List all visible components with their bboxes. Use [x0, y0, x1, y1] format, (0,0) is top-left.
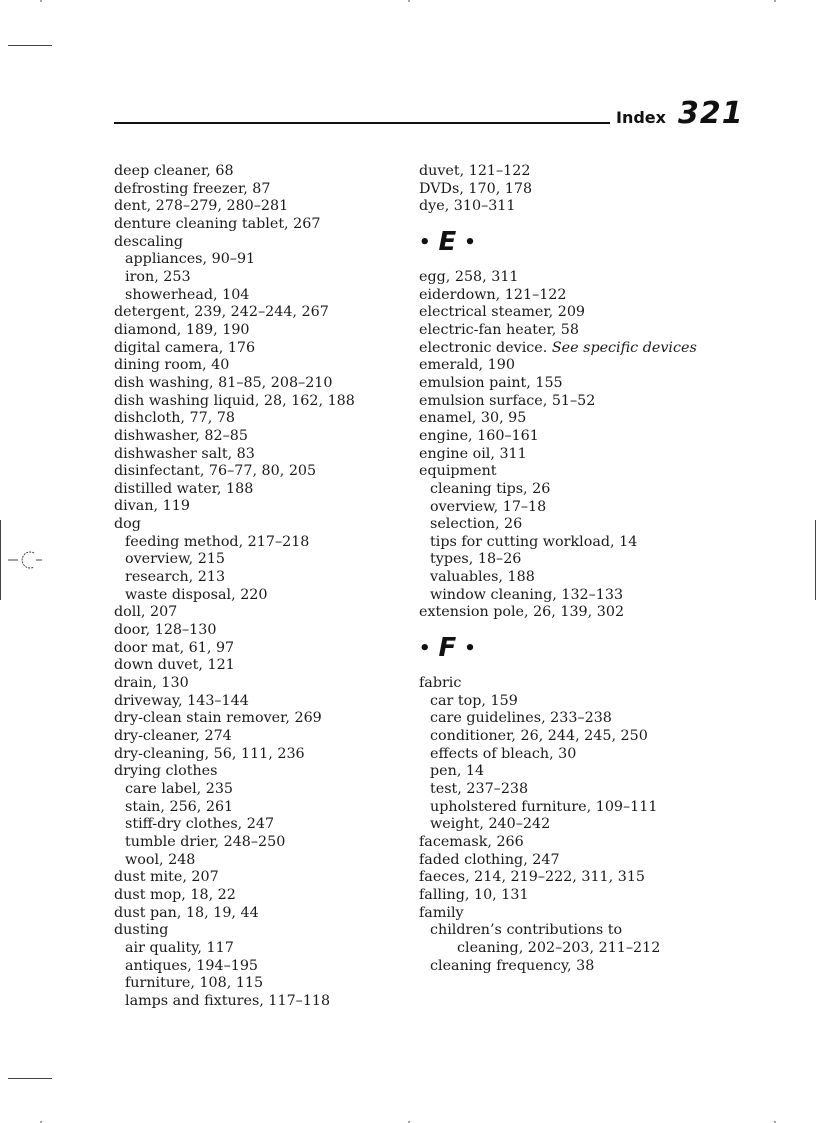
index-entry: equipment [419, 463, 497, 480]
index-entry: dining room, 40 [114, 357, 230, 374]
index-entry: dishwasher salt, 83 [114, 445, 255, 462]
index-subentry: effects of bleach, 30 [430, 745, 577, 762]
index-subentry: selection, 26 [430, 516, 523, 533]
xref-term: electronic device. [419, 339, 548, 356]
index-subentry: showerhead, 104 [125, 286, 250, 303]
index-entry: egg, 258, 311 [419, 268, 519, 285]
letter-heading-letter: F [438, 632, 457, 663]
index-subentry: appliances, 90–91 [125, 251, 256, 268]
trim-dot [408, 0, 410, 2]
index-entry: dye, 310–311 [419, 198, 516, 215]
index-subentry: stiff-dry clothes, 247 [125, 816, 275, 833]
index-entry: DVDs, 170, 178 [419, 180, 533, 197]
index-subentry: window cleaning, 132–133 [430, 586, 624, 603]
index-subentry: weight, 240–242 [430, 816, 551, 833]
trim-dot [774, 0, 776, 2]
bullet-icon: • [464, 231, 476, 253]
index-entry: doll, 207 [114, 604, 178, 621]
index-subentry: overview, 17–18 [430, 498, 547, 515]
index-column-right [419, 163, 697, 975]
crop-mark-top-left [8, 45, 52, 46]
index-entry: disinfectant, 76–77, 80, 205 [114, 463, 317, 480]
index-entry: dishcloth, 77, 78 [114, 410, 235, 427]
index-subentry: research, 213 [125, 569, 226, 586]
index-entry: drying clothes [114, 763, 218, 780]
index-subentry: cleaning frequency, 38 [430, 957, 595, 974]
index-entry: faded clothing, 247 [419, 851, 560, 868]
index-entry: digital camera, 176 [114, 339, 256, 356]
index-subentry: children’s contributions to [430, 922, 623, 939]
running-header-title: Index [616, 108, 666, 127]
bullet-icon: • [464, 637, 476, 659]
index-entry: facemask, 266 [419, 834, 524, 850]
index-subentry: cleaning tips, 26 [430, 480, 551, 497]
index-subentry: waste disposal, 220 [125, 586, 268, 603]
index-subentry: overview, 215 [125, 551, 226, 568]
index-entry: dust mop, 18, 22 [114, 886, 236, 903]
index-subentry: stain, 256, 261 [125, 798, 234, 815]
index-subentry: furniture, 108, 115 [125, 975, 264, 992]
index-entry: dog [114, 516, 141, 533]
index-entry: dry-cleaner, 274 [114, 728, 232, 744]
bullet-icon: • [419, 637, 431, 659]
xref-see: See specific devices [551, 339, 697, 356]
index-entry: door, 128–130 [114, 622, 217, 639]
bullet-icon: • [419, 231, 431, 253]
index-subentry: air quality, 117 [125, 939, 234, 956]
index-entry: denture cleaning tablet, 267 [114, 215, 321, 232]
index-entry: emulsion paint, 155 [419, 374, 563, 391]
index-entry: engine oil, 311 [419, 445, 527, 462]
index-entry: dishwasher, 82–85 [114, 427, 248, 444]
index-entry: divan, 119 [114, 498, 190, 515]
index-entry: electrical steamer, 209 [419, 304, 586, 321]
index-entry: dust mite, 207 [114, 869, 219, 886]
index-entry: emerald, 190 [419, 357, 515, 374]
index-entry: driveway, 143–144 [114, 692, 249, 709]
index-entry: electric-fan heater, 58 [419, 321, 580, 338]
index-subentry: conditioner, 26, 244, 245, 250 [430, 728, 648, 745]
index-entry: distilled water, 188 [114, 480, 254, 497]
index-entry: dish washing, 81–85, 208–210 [114, 374, 333, 391]
index-entry: emulsion surface, 51–52 [419, 392, 596, 409]
index-column-left [114, 163, 355, 1011]
index-subentry: care label, 235 [125, 780, 234, 797]
crop-mark-left-edge [0, 520, 1, 600]
index-subentry: tips for cutting workload, 14 [430, 533, 638, 550]
index-entry: falling, 10, 131 [419, 886, 529, 903]
letter-heading-e [419, 216, 697, 269]
index-entry: descaling [114, 233, 183, 250]
index-entry: detergent, 239, 242–244, 267 [114, 304, 329, 321]
index-entry: eiderdown, 121–122 [419, 286, 567, 303]
index-entry: faeces, 214, 219–222, 311, 315 [419, 869, 646, 886]
index-subentry: pen, 14 [430, 763, 485, 780]
index-subentry: antiques, 194–195 [125, 957, 259, 974]
index-entry: dusting [114, 922, 169, 939]
index-subentry: wool, 248 [125, 851, 196, 868]
index-entry: fabric [419, 675, 462, 692]
trim-dot [40, 0, 42, 2]
index-entry: dish washing liquid, 28, 162, 188 [114, 392, 355, 409]
index-entry: door mat, 61, 97 [114, 639, 235, 656]
index-subentry: test, 237–238 [430, 781, 529, 798]
crop-mark-bottom-left [8, 1078, 52, 1079]
index-entry: defrosting freezer, 87 [114, 180, 271, 197]
index-subentry: upholstered furniture, 109–111 [430, 798, 658, 815]
index-subentry: tumble drier, 248–250 [125, 833, 286, 850]
index-entry: duvet, 121–122 [419, 163, 531, 179]
index-entry: drain, 130 [114, 675, 189, 692]
index-entry: enamel, 30, 95 [419, 410, 527, 427]
index-subentry: valuables, 188 [430, 569, 535, 586]
index-subentry: lamps and fixtures, 117–118 [125, 992, 331, 1009]
index-subentry: iron, 253 [125, 268, 191, 285]
letter-heading-f [419, 622, 697, 675]
index-subentry: feeding method, 217–218 [125, 533, 310, 550]
index-entry: extension pole, 26, 139, 302 [419, 604, 625, 621]
index-subentry: cleaning, 202–203, 211–212 [457, 939, 661, 956]
index-subentry: types, 18–26 [430, 551, 522, 568]
index-entry-xref [419, 340, 697, 358]
index-entry: dent, 278–279, 280–281 [114, 198, 289, 215]
index-entry: engine, 160–161 [419, 427, 539, 444]
index-entry: dry-cleaning, 56, 111, 236 [114, 745, 305, 762]
header-rule [114, 122, 610, 124]
index-entry: down duvet, 121 [114, 657, 235, 674]
registration-mark-icon [4, 548, 42, 572]
index-entry: dust pan, 18, 19, 44 [114, 904, 259, 921]
index-subentry: care guidelines, 233–238 [430, 710, 612, 727]
index-entry: dry-clean stain remover, 269 [114, 710, 322, 727]
page-number: 321 [678, 96, 744, 131]
index-subentry: car top, 159 [430, 692, 518, 709]
index-entry: family [419, 904, 464, 921]
index-entry: deep cleaner, 68 [114, 163, 234, 179]
letter-heading-letter: E [438, 226, 457, 257]
index-entry: diamond, 189, 190 [114, 321, 250, 338]
